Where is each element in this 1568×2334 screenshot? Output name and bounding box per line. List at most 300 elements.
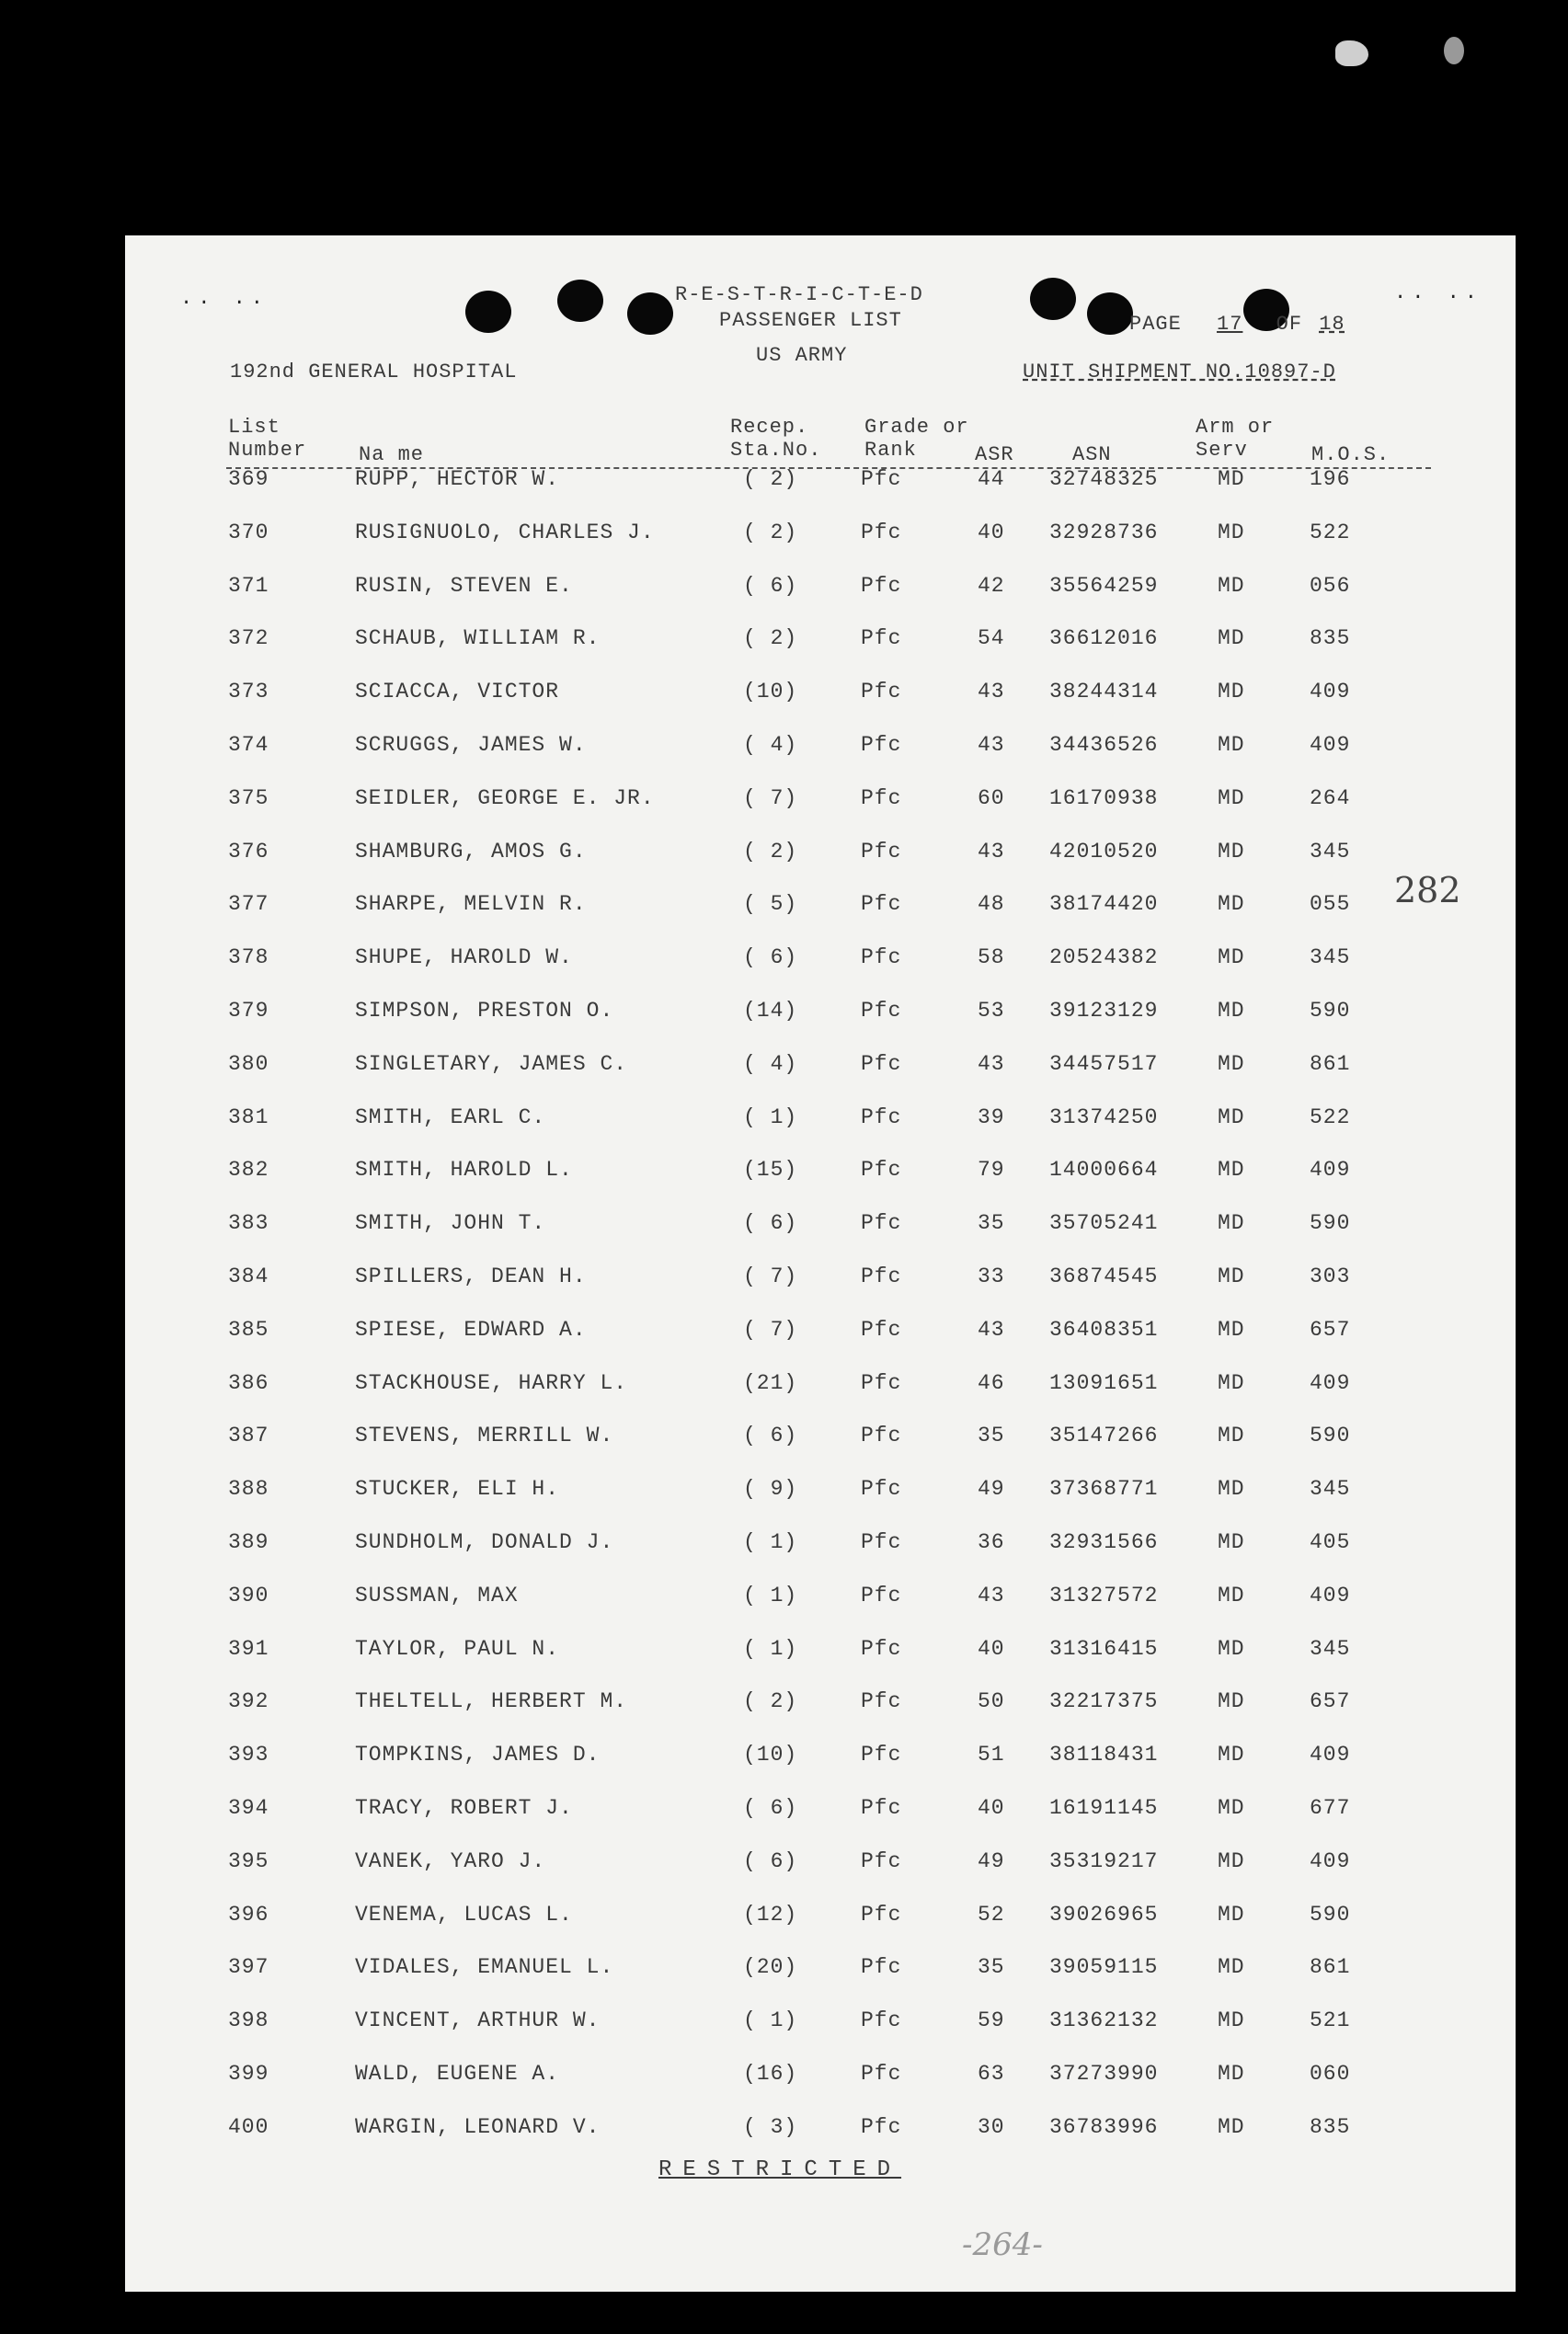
list-number: 370 bbox=[228, 520, 269, 544]
grade-rank: Pfc bbox=[861, 1743, 902, 1768]
army-serial-number: 32931566 bbox=[1049, 1530, 1159, 1554]
army-serial-number: 31327572 bbox=[1049, 1583, 1159, 1607]
asr-score: 39 bbox=[978, 1104, 1005, 1129]
arm-or-service: MD bbox=[1218, 1477, 1245, 1502]
army-serial-number: 13091651 bbox=[1049, 1370, 1159, 1395]
col-recep-sta: Recep. Sta.No. bbox=[730, 416, 822, 462]
passenger-name: SCIACCA, VICTOR bbox=[355, 680, 560, 704]
arm-or-service: MD bbox=[1218, 1211, 1245, 1236]
mos-code: 409 bbox=[1310, 1743, 1351, 1768]
list-number: 399 bbox=[228, 2062, 269, 2086]
mos-code: 303 bbox=[1310, 1264, 1351, 1288]
mos-code: 861 bbox=[1310, 1955, 1351, 1980]
asr-score: 40 bbox=[978, 1796, 1005, 1820]
list-number: 375 bbox=[228, 785, 269, 810]
passenger-name: SMITH, EARL C. bbox=[355, 1104, 546, 1129]
passenger-name: STEVENS, MERRILL W. bbox=[355, 1424, 614, 1448]
passenger-name: RUPP, HECTOR W. bbox=[355, 467, 560, 491]
passenger-name: SIMPSON, PRESTON O. bbox=[355, 999, 614, 1023]
passenger-name: SMITH, JOHN T. bbox=[355, 1211, 546, 1236]
reception-station: ( 2) bbox=[743, 467, 798, 491]
reception-station: ( 7) bbox=[743, 1264, 798, 1288]
grade-rank: Pfc bbox=[861, 1370, 902, 1395]
list-number: 379 bbox=[228, 999, 269, 1023]
list-number: 386 bbox=[228, 1370, 269, 1395]
grade-rank: Pfc bbox=[861, 1530, 902, 1554]
table-row bbox=[125, 1849, 1516, 1886]
mos-code: 835 bbox=[1310, 2114, 1351, 2139]
army-serial-number: 36612016 bbox=[1049, 626, 1159, 651]
arm-or-service: MD bbox=[1218, 892, 1245, 917]
mos-code: 861 bbox=[1310, 1051, 1351, 1076]
table-row bbox=[125, 1477, 1516, 1514]
army-serial-number: 36874545 bbox=[1049, 1264, 1159, 1288]
list-number: 371 bbox=[228, 573, 269, 598]
asr-score: 46 bbox=[978, 1370, 1005, 1395]
table-row bbox=[125, 840, 1516, 876]
grade-rank: Pfc bbox=[861, 1264, 902, 1288]
asr-score: 48 bbox=[978, 892, 1005, 917]
reception-station: (15) bbox=[743, 1158, 798, 1183]
asr-score: 49 bbox=[978, 1477, 1005, 1502]
table-row bbox=[125, 786, 1516, 823]
mos-code: 522 bbox=[1310, 520, 1351, 544]
army-serial-number: 16191145 bbox=[1049, 1796, 1159, 1820]
army-serial-number: 39026965 bbox=[1049, 1902, 1159, 1927]
reception-station: (16) bbox=[743, 2062, 798, 2086]
arm-or-service: MD bbox=[1218, 785, 1245, 810]
grade-rank: Pfc bbox=[861, 626, 902, 651]
passenger-name: WARGIN, LEONARD V. bbox=[355, 2114, 601, 2139]
arm-or-service: MD bbox=[1218, 1796, 1245, 1820]
mos-code: 409 bbox=[1310, 680, 1351, 704]
arm-or-service: MD bbox=[1218, 573, 1245, 598]
asr-score: 43 bbox=[978, 839, 1005, 864]
table-row bbox=[125, 1158, 1516, 1195]
grade-rank: Pfc bbox=[861, 520, 902, 544]
army-serial-number: 42010520 bbox=[1049, 839, 1159, 864]
asr-score: 53 bbox=[978, 999, 1005, 1023]
mos-code: 677 bbox=[1310, 1796, 1351, 1820]
grade-rank: Pfc bbox=[861, 680, 902, 704]
col-asn: ASN bbox=[1072, 443, 1112, 466]
army-serial-number: 38244314 bbox=[1049, 680, 1159, 704]
asr-score: 60 bbox=[978, 785, 1005, 810]
asr-score: 51 bbox=[978, 1743, 1005, 1768]
army-serial-number: 34436526 bbox=[1049, 733, 1159, 757]
grade-rank: Pfc bbox=[861, 1104, 902, 1129]
table-row bbox=[125, 945, 1516, 982]
arm-or-service: MD bbox=[1218, 1317, 1245, 1342]
arm-or-service: MD bbox=[1218, 1370, 1245, 1395]
passenger-name: SHARPE, MELVIN R. bbox=[355, 892, 587, 917]
grade-rank: Pfc bbox=[861, 999, 902, 1023]
table-row bbox=[125, 2115, 1516, 2152]
passenger-name: SEIDLER, GEORGE E. JR. bbox=[355, 785, 655, 810]
arm-or-service: MD bbox=[1218, 1264, 1245, 1288]
passenger-name: RUSIN, STEVEN E. bbox=[355, 573, 573, 598]
reception-station: ( 9) bbox=[743, 1477, 798, 1502]
grade-rank: Pfc bbox=[861, 1051, 902, 1076]
list-number: 390 bbox=[228, 1583, 269, 1607]
arm-or-service: MD bbox=[1218, 1530, 1245, 1554]
asr-score: 52 bbox=[978, 1902, 1005, 1927]
arm-or-service: MD bbox=[1218, 1636, 1245, 1661]
table-row bbox=[125, 467, 1516, 504]
table-row bbox=[125, 2062, 1516, 2099]
asr-score: 49 bbox=[978, 1848, 1005, 1873]
army-serial-number: 31362132 bbox=[1049, 2008, 1159, 2033]
mos-code: 522 bbox=[1310, 1104, 1351, 1129]
arm-or-service: MD bbox=[1218, 1902, 1245, 1927]
mos-code: 409 bbox=[1310, 1370, 1351, 1395]
col-grade: Grade or Rank bbox=[864, 416, 969, 462]
army-serial-number: 35147266 bbox=[1049, 1424, 1159, 1448]
grade-rank: Pfc bbox=[861, 785, 902, 810]
list-number: 377 bbox=[228, 892, 269, 917]
reception-station: (10) bbox=[743, 1743, 798, 1768]
footer-classification: RESTRICTED bbox=[658, 2157, 902, 2182]
reception-station: (14) bbox=[743, 999, 798, 1023]
list-number: 388 bbox=[228, 1477, 269, 1502]
col-mos: M.O.S. bbox=[1311, 443, 1391, 466]
table-row bbox=[125, 1318, 1516, 1355]
army-serial-number: 39123129 bbox=[1049, 999, 1159, 1023]
reception-station: ( 4) bbox=[743, 733, 798, 757]
unit-shipment-number: UNIT SHIPMENT NO.10897-D bbox=[1023, 360, 1336, 383]
grade-rank: Pfc bbox=[861, 945, 902, 970]
grade-rank: Pfc bbox=[861, 1689, 902, 1714]
list-number: 381 bbox=[228, 1104, 269, 1129]
table-row bbox=[125, 1955, 1516, 1992]
asr-score: 40 bbox=[978, 1636, 1005, 1661]
list-number: 394 bbox=[228, 1796, 269, 1820]
mos-code: 590 bbox=[1310, 999, 1351, 1023]
reception-station: ( 7) bbox=[743, 1317, 798, 1342]
unit-name: 192nd GENERAL HOSPITAL bbox=[230, 360, 518, 383]
grade-rank: Pfc bbox=[861, 839, 902, 864]
table-row bbox=[125, 1584, 1516, 1620]
scan-artifact bbox=[1335, 40, 1368, 66]
mos-code: 345 bbox=[1310, 945, 1351, 970]
passenger-name: SCHAUB, WILLIAM R. bbox=[355, 626, 601, 651]
list-number: 385 bbox=[228, 1317, 269, 1342]
grade-rank: Pfc bbox=[861, 1583, 902, 1607]
arm-or-service: MD bbox=[1218, 733, 1245, 757]
army-serial-number: 31374250 bbox=[1049, 1104, 1159, 1129]
army-serial-number: 36408351 bbox=[1049, 1317, 1159, 1342]
passenger-name: SMITH, HAROLD L. bbox=[355, 1158, 573, 1183]
page-total: 18 bbox=[1319, 313, 1345, 336]
reception-station: ( 1) bbox=[743, 1583, 798, 1607]
asr-score: 43 bbox=[978, 680, 1005, 704]
passenger-name: SPIESE, EDWARD A. bbox=[355, 1317, 587, 1342]
list-number: 392 bbox=[228, 1689, 269, 1714]
list-number: 376 bbox=[228, 839, 269, 864]
table-row bbox=[125, 1903, 1516, 1939]
mos-code: 409 bbox=[1310, 1848, 1351, 1873]
col-arm-serv: Arm or Serv bbox=[1196, 416, 1275, 462]
reception-station: ( 7) bbox=[743, 785, 798, 810]
grade-rank: Pfc bbox=[861, 1902, 902, 1927]
army-serial-number: 32928736 bbox=[1049, 520, 1159, 544]
table-row bbox=[125, 1052, 1516, 1089]
list-number: 374 bbox=[228, 733, 269, 757]
list-number: 393 bbox=[228, 1743, 269, 1768]
grade-rank: Pfc bbox=[861, 892, 902, 917]
list-number: 382 bbox=[228, 1158, 269, 1183]
grade-rank: Pfc bbox=[861, 573, 902, 598]
grade-rank: Pfc bbox=[861, 1424, 902, 1448]
reception-station: ( 6) bbox=[743, 573, 798, 598]
passenger-name: TAYLOR, PAUL N. bbox=[355, 1636, 560, 1661]
arm-or-service: MD bbox=[1218, 626, 1245, 651]
asr-score: 54 bbox=[978, 626, 1005, 651]
passenger-name: VANEK, YARO J. bbox=[355, 1848, 546, 1873]
reception-station: ( 6) bbox=[743, 1796, 798, 1820]
passenger-name: TOMPKINS, JAMES D. bbox=[355, 1743, 601, 1768]
grade-rank: Pfc bbox=[861, 1955, 902, 1980]
passenger-name: RUSIGNUOLO, CHARLES J. bbox=[355, 520, 655, 544]
list-number: 387 bbox=[228, 1424, 269, 1448]
passenger-name: VINCENT, ARTHUR W. bbox=[355, 2008, 601, 2033]
passenger-name: VIDALES, EMANUEL L. bbox=[355, 1955, 614, 1980]
asr-score: 79 bbox=[978, 1158, 1005, 1183]
mos-code: 409 bbox=[1310, 1158, 1351, 1183]
reception-station: ( 6) bbox=[743, 1424, 798, 1448]
organization: US ARMY bbox=[756, 344, 848, 367]
table-row bbox=[125, 1371, 1516, 1408]
mos-code: 060 bbox=[1310, 2062, 1351, 2086]
classification-header: R-E-S-T-R-I-C-T-E-D bbox=[675, 283, 923, 306]
grade-rank: Pfc bbox=[861, 1848, 902, 1873]
punch-hole bbox=[465, 291, 511, 333]
grade-rank: Pfc bbox=[861, 467, 902, 491]
document-page bbox=[125, 235, 1516, 2292]
arm-or-service: MD bbox=[1218, 1424, 1245, 1448]
army-serial-number: 39059115 bbox=[1049, 1955, 1159, 1980]
asr-score: 35 bbox=[978, 1424, 1005, 1448]
passenger-name: VENEMA, LUCAS L. bbox=[355, 1902, 573, 1927]
reception-station: ( 4) bbox=[743, 1051, 798, 1076]
asr-score: 40 bbox=[978, 520, 1005, 544]
list-number: 397 bbox=[228, 1955, 269, 1980]
table-row bbox=[125, 521, 1516, 557]
asr-score: 35 bbox=[978, 1211, 1005, 1236]
army-serial-number: 38174420 bbox=[1049, 892, 1159, 917]
arm-or-service: MD bbox=[1218, 1104, 1245, 1129]
list-number: 391 bbox=[228, 1636, 269, 1661]
arm-or-service: MD bbox=[1218, 2114, 1245, 2139]
list-number: 400 bbox=[228, 2114, 269, 2139]
asr-score: 43 bbox=[978, 1051, 1005, 1076]
asr-score: 44 bbox=[978, 467, 1005, 491]
army-serial-number: 35705241 bbox=[1049, 1211, 1159, 1236]
table-row bbox=[125, 1637, 1516, 1674]
reception-station: ( 1) bbox=[743, 2008, 798, 2033]
page-number: -264- bbox=[962, 2226, 1043, 2263]
mos-code: 196 bbox=[1310, 467, 1351, 491]
list-number: 383 bbox=[228, 1211, 269, 1236]
mos-code: 345 bbox=[1310, 1636, 1351, 1661]
arm-or-service: MD bbox=[1218, 1051, 1245, 1076]
grade-rank: Pfc bbox=[861, 2062, 902, 2086]
mos-code: 590 bbox=[1310, 1211, 1351, 1236]
of-label: OF bbox=[1276, 313, 1303, 336]
arm-or-service: MD bbox=[1218, 839, 1245, 864]
army-serial-number: 36783996 bbox=[1049, 2114, 1159, 2139]
reception-station: (20) bbox=[743, 1955, 798, 1980]
margin-dots-left: .. .. bbox=[180, 287, 269, 310]
arm-or-service: MD bbox=[1218, 1583, 1245, 1607]
mos-code: 055 bbox=[1310, 892, 1351, 917]
mos-code: 345 bbox=[1310, 1477, 1351, 1502]
asr-score: 58 bbox=[978, 945, 1005, 970]
mos-code: 590 bbox=[1310, 1902, 1351, 1927]
grade-rank: Pfc bbox=[861, 1211, 902, 1236]
margin-dots-right: .. .. bbox=[1394, 281, 1483, 304]
reception-station: ( 1) bbox=[743, 1530, 798, 1554]
grade-rank: Pfc bbox=[861, 1317, 902, 1342]
reception-station: ( 6) bbox=[743, 1211, 798, 1236]
list-number: 372 bbox=[228, 626, 269, 651]
reception-station: ( 2) bbox=[743, 839, 798, 864]
reception-station: ( 2) bbox=[743, 520, 798, 544]
passenger-name: STACKHOUSE, HARRY L. bbox=[355, 1370, 628, 1395]
list-number: 389 bbox=[228, 1530, 269, 1554]
army-serial-number: 38118431 bbox=[1049, 1743, 1159, 1768]
mos-code: 835 bbox=[1310, 626, 1351, 651]
reception-station: ( 1) bbox=[743, 1104, 798, 1129]
arm-or-service: MD bbox=[1218, 2008, 1245, 2033]
arm-or-service: MD bbox=[1218, 945, 1245, 970]
asr-score: 50 bbox=[978, 1689, 1005, 1714]
list-number: 380 bbox=[228, 1051, 269, 1076]
asr-score: 59 bbox=[978, 2008, 1005, 2033]
table-row bbox=[125, 1689, 1516, 1726]
asr-score: 36 bbox=[978, 1530, 1005, 1554]
table-row bbox=[125, 733, 1516, 770]
mos-code: 409 bbox=[1310, 733, 1351, 757]
list-number: 384 bbox=[228, 1264, 269, 1288]
passenger-name: SHAMBURG, AMOS G. bbox=[355, 839, 587, 864]
army-serial-number: 20524382 bbox=[1049, 945, 1159, 970]
arm-or-service: MD bbox=[1218, 467, 1245, 491]
table-row bbox=[125, 1530, 1516, 1567]
list-number: 395 bbox=[228, 1848, 269, 1873]
table-row bbox=[125, 1424, 1516, 1460]
document-type: PASSENGER LIST bbox=[719, 309, 902, 332]
passenger-name: SHUPE, HAROLD W. bbox=[355, 945, 573, 970]
mos-code: 056 bbox=[1310, 573, 1351, 598]
table-row bbox=[125, 1264, 1516, 1301]
arm-or-service: MD bbox=[1218, 1689, 1245, 1714]
army-serial-number: 14000664 bbox=[1049, 1158, 1159, 1183]
asr-score: 63 bbox=[978, 2062, 1005, 2086]
grade-rank: Pfc bbox=[861, 1158, 902, 1183]
army-serial-number: 35319217 bbox=[1049, 1848, 1159, 1873]
passenger-name: SCRUGGS, JAMES W. bbox=[355, 733, 587, 757]
table-row bbox=[125, 680, 1516, 716]
reception-station: ( 2) bbox=[743, 1689, 798, 1714]
reception-station: (21) bbox=[743, 1370, 798, 1395]
reception-station: ( 6) bbox=[743, 1848, 798, 1873]
mos-code: 409 bbox=[1310, 1583, 1351, 1607]
mos-code: 405 bbox=[1310, 1530, 1351, 1554]
page-label: PAGE bbox=[1129, 313, 1182, 336]
grade-rank: Pfc bbox=[861, 2114, 902, 2139]
arm-or-service: MD bbox=[1218, 680, 1245, 704]
mos-code: 590 bbox=[1310, 1424, 1351, 1448]
col-name: Na me bbox=[359, 443, 425, 466]
col-asr: ASR bbox=[975, 443, 1014, 466]
asr-score: 43 bbox=[978, 1583, 1005, 1607]
table-row bbox=[125, 626, 1516, 663]
asr-score: 30 bbox=[978, 2114, 1005, 2139]
army-serial-number: 34457517 bbox=[1049, 1051, 1159, 1076]
table-row bbox=[125, 1105, 1516, 1142]
asr-score: 35 bbox=[978, 1955, 1005, 1980]
passenger-name: SUSSMAN, MAX bbox=[355, 1583, 519, 1607]
army-serial-number: 16170938 bbox=[1049, 785, 1159, 810]
asr-score: 43 bbox=[978, 1317, 1005, 1342]
table-row bbox=[125, 999, 1516, 1035]
table-row bbox=[125, 574, 1516, 611]
arm-or-service: MD bbox=[1218, 1955, 1245, 1980]
table-row bbox=[125, 2008, 1516, 2045]
reception-station: (10) bbox=[743, 680, 798, 704]
punch-hole bbox=[1087, 292, 1133, 335]
page-indicator bbox=[1129, 313, 1345, 336]
mos-code: 345 bbox=[1310, 839, 1351, 864]
mos-code: 657 bbox=[1310, 1689, 1351, 1714]
passenger-name: SINGLETARY, JAMES C. bbox=[355, 1051, 628, 1076]
passenger-name: STUCKER, ELI H. bbox=[355, 1477, 560, 1502]
army-serial-number: 35564259 bbox=[1049, 573, 1159, 598]
army-serial-number: 32217375 bbox=[1049, 1689, 1159, 1714]
margin-number: 282 bbox=[1394, 870, 1461, 910]
grade-rank: Pfc bbox=[861, 2008, 902, 2033]
page-current: 17 bbox=[1217, 313, 1243, 336]
col-list-number: List Number bbox=[228, 416, 307, 462]
passenger-name: SPILLERS, DEAN H. bbox=[355, 1264, 587, 1288]
list-number: 396 bbox=[228, 1902, 269, 1927]
grade-rank: Pfc bbox=[861, 1636, 902, 1661]
passenger-name: TRACY, ROBERT J. bbox=[355, 1796, 573, 1820]
punch-hole bbox=[627, 292, 673, 335]
table-row bbox=[125, 1796, 1516, 1833]
asr-score: 33 bbox=[978, 1264, 1005, 1288]
army-serial-number: 37368771 bbox=[1049, 1477, 1159, 1502]
list-number: 378 bbox=[228, 945, 269, 970]
passenger-name: SUNDHOLM, DONALD J. bbox=[355, 1530, 614, 1554]
list-number: 398 bbox=[228, 2008, 269, 2033]
army-serial-number: 31316415 bbox=[1049, 1636, 1159, 1661]
asr-score: 42 bbox=[978, 573, 1005, 598]
asr-score: 43 bbox=[978, 733, 1005, 757]
arm-or-service: MD bbox=[1218, 999, 1245, 1023]
mos-code: 657 bbox=[1310, 1317, 1351, 1342]
army-serial-number: 32748325 bbox=[1049, 467, 1159, 491]
table-row bbox=[125, 1211, 1516, 1248]
reception-station: ( 3) bbox=[743, 2114, 798, 2139]
arm-or-service: MD bbox=[1218, 520, 1245, 544]
grade-rank: Pfc bbox=[861, 1477, 902, 1502]
passenger-name: THELTELL, HERBERT M. bbox=[355, 1689, 628, 1714]
mos-code: 264 bbox=[1310, 785, 1351, 810]
grade-rank: Pfc bbox=[861, 1796, 902, 1820]
arm-or-service: MD bbox=[1218, 1158, 1245, 1183]
